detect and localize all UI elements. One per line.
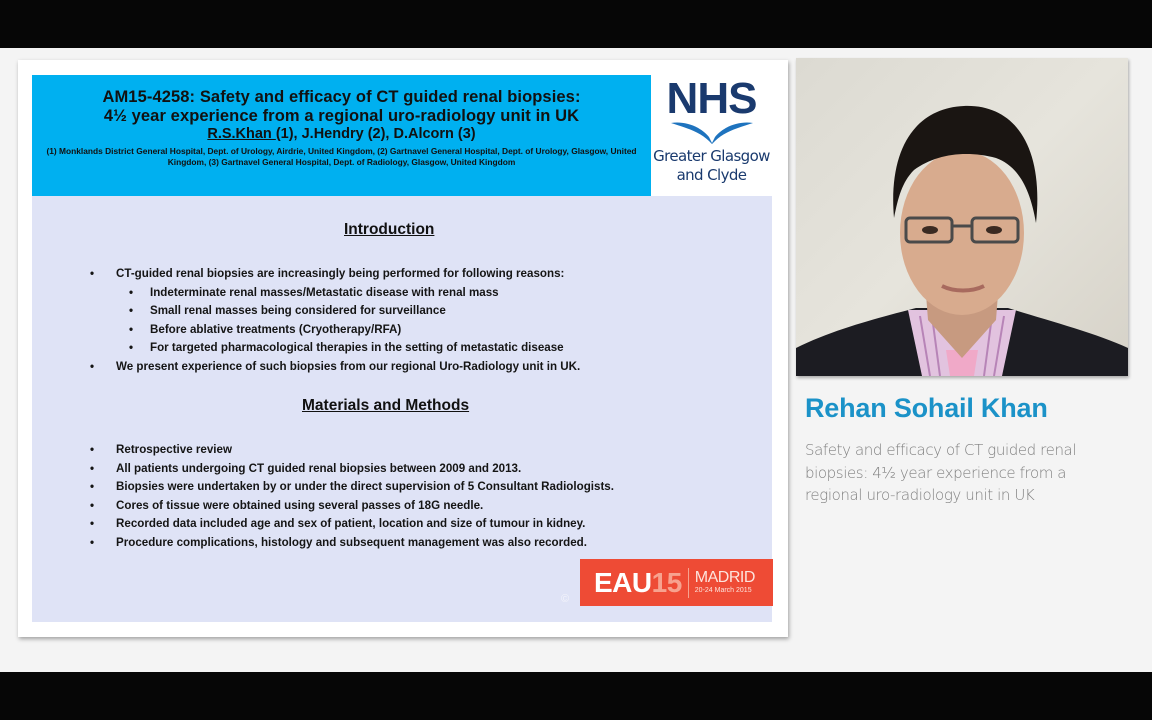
bullet-icon: • — [129, 304, 134, 318]
list-item-text: For targeted pharmacological therapies in the setting of metastatic disease — [150, 341, 564, 355]
badge-dates: 20-24 March 2015 — [694, 587, 752, 594]
list-item — [90, 497, 614, 516]
list-item-text: All patients undergoing CT guided renal biopsies between 2009 and 2013. — [116, 461, 522, 475]
presenter-affiliation-ref: (1), — [275, 126, 302, 142]
presenter-author: R.S.Khan — [207, 126, 276, 142]
speaker-name: Rehan Sohail Khan — [805, 393, 1048, 423]
list-item — [90, 515, 614, 534]
badge-location — [695, 570, 755, 595]
eau15-madrid-badge — [580, 559, 773, 606]
list-item — [90, 460, 614, 479]
poster-title — [32, 88, 651, 126]
bullet-icon: • — [90, 498, 95, 512]
badge-year: 15 — [651, 566, 682, 598]
nhs-wordmark: NHS — [666, 74, 757, 123]
list-item — [90, 265, 580, 284]
list-item — [90, 478, 614, 497]
talk-title: Safety and efficacy of CT guided renal biopsies: 4½ year experience from a regional uro-radiology unit in UK — [805, 441, 1077, 504]
poster-header — [32, 75, 651, 196]
letterbox-top — [0, 0, 1152, 48]
bullet-icon: • — [90, 359, 95, 373]
copyright-icon: © — [561, 593, 570, 605]
badge-city: MADRID — [694, 569, 755, 586]
nhs-org-line-2: and Clyde — [676, 166, 747, 184]
list-item-text: Recorded data included age and sex of patient, location and size of tumour in kidney. — [116, 517, 586, 531]
list-item-text: Before ablative treatments (Cryotherapy/RFA) — [150, 322, 402, 336]
list-item-text: CT-guided renal biopsies are increasingly being performed for following reasons: — [116, 267, 565, 280]
list-item — [116, 302, 580, 321]
list-item-text: Biopsies were undertaken by or under the direct supervision of 5 Consultant Radiologists. — [116, 480, 614, 494]
author-affiliations: (1) Monklands District General Hospital, Dept. of Urology, Airdrie, United Kingdom, (2) Gartnavel General Hospital, Dept. of Urology, Glasgow, United Kingdom, (3) Gartnavel General Hospital, Dept. of Radiology, Glasgow, United Kingdom — [46, 146, 637, 167]
methods-list — [90, 441, 614, 553]
nhs-logo — [651, 75, 772, 196]
speaker-portrait-icon — [796, 58, 1128, 376]
list-item-text: Retrospective review — [116, 443, 232, 456]
bullet-icon: • — [90, 267, 95, 280]
list-item — [116, 284, 580, 303]
bullet-icon: • — [90, 535, 95, 549]
list-item-text: Small renal masses being considered for surveillance — [150, 304, 446, 318]
bullet-icon: • — [129, 341, 134, 355]
list-item-text: Cores of tissue were obtained using several passes of 18G needle. — [116, 498, 484, 512]
poster-title-line-1: AM15-4258: Safety and efficacy of CT guided renal biopsies: — [102, 88, 581, 106]
badge-eau: EAU — [594, 566, 652, 598]
bullet-icon: • — [129, 285, 134, 299]
bullet-icon: • — [90, 480, 95, 494]
list-item — [116, 339, 580, 358]
bullet-icon: • — [129, 322, 134, 336]
badge-divider — [688, 568, 689, 598]
list-item-text: Indeterminate renal masses/Metastatic disease with renal mass — [150, 285, 499, 299]
bullet-icon: • — [90, 443, 95, 456]
poster-title-line-2: 4½ year experience from a regional uro-radiology unit in UK — [103, 107, 580, 125]
speaker-photo — [796, 58, 1128, 376]
list-item — [116, 321, 580, 340]
introduction-list — [90, 265, 581, 377]
list-item — [90, 358, 581, 377]
co-authors: J.Hendry (2), D.Alcorn (3) — [301, 126, 476, 142]
list-item — [90, 441, 614, 460]
poster-authors — [32, 126, 651, 143]
letterbox-bottom — [0, 672, 1152, 720]
nhs-org-name — [651, 147, 772, 185]
methods-heading: Materials and Methods — [302, 397, 470, 414]
introduction-heading: Introduction — [344, 221, 435, 238]
nhs-org-line-1: Greater Glasgow — [653, 147, 770, 165]
list-item-text: Procedure complications, histology and subsequent management was also recorded. — [116, 535, 587, 549]
list-item — [90, 534, 614, 553]
list-item-text: We present experience of such biopsies from our regional Uro-Radiology unit in UK. — [116, 359, 581, 373]
bullet-icon: • — [90, 517, 95, 531]
bullet-icon: • — [90, 461, 95, 475]
